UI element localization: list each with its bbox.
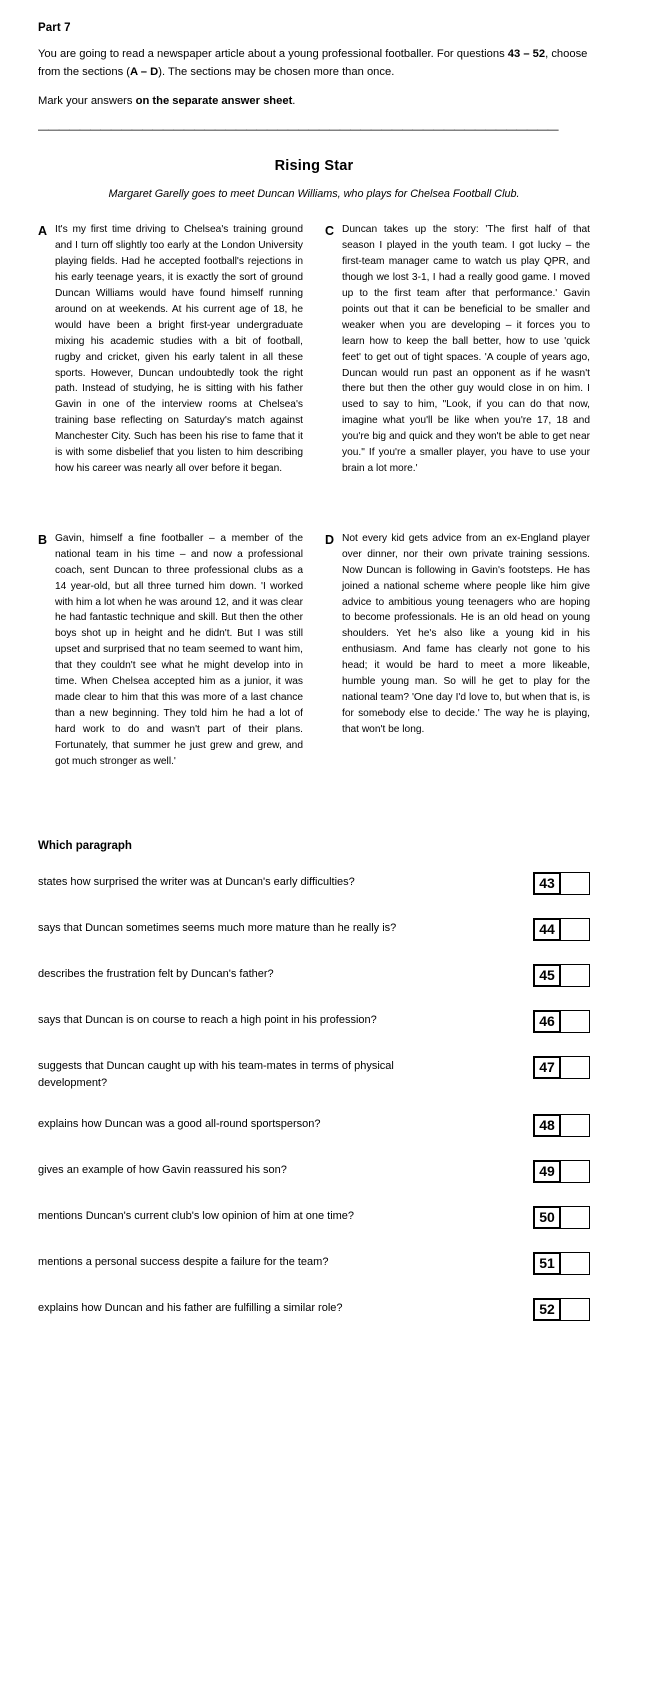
section-d	[325, 531, 590, 738]
question-row	[38, 918, 590, 942]
answer-box[interactable]	[561, 1206, 590, 1229]
question-number: 44	[533, 918, 561, 941]
question-row	[38, 1206, 590, 1230]
question-answer-group	[533, 964, 590, 987]
question-row	[38, 1114, 590, 1138]
mark-answers-lead: Mark your answers	[38, 95, 136, 108]
part-header	[38, 22, 590, 110]
section-letter-d: D	[325, 532, 335, 547]
question-text: suggests that Duncan caught up with his team-mates in terms of physical development?	[38, 1059, 394, 1089]
instruction-text-mid: , choose from the sections (	[38, 48, 588, 79]
section-c	[325, 222, 590, 477]
question-answer-group	[533, 1160, 590, 1183]
questions-heading: Which paragraph	[38, 839, 132, 852]
instruction-text-lead: You are going to read a newspaper article about a young professional footballer. For questions	[38, 48, 508, 60]
question-text: states how surprised the writer was at Duncan's early difficulties?	[38, 875, 355, 888]
question-answer-group	[533, 918, 590, 941]
question-text: explains how Duncan was a good all-round sportsperson?	[38, 1117, 321, 1130]
article-subtitle: Margaret Garelly goes to meet Duncan Williams, who plays for Chelsea Football Club.	[108, 188, 520, 201]
section-text-a: It's my first time driving to Chelsea's training ground and I turn off slightly too early at the London University playing fields. Had he accepted football's rejections in his early teenage years, it is exactly the sort of ground Duncan Williams would have found himself running around on at weekends. At his current age of 18, he would have been a bright first-year undergraduate mixing his academic studies with a bit of football, rugby and cricket, given his early talent in all these sports. However, Duncan undoubtedly took the right path. Instead of studying, he is sitting with his father Gavin in one of the interview rooms at Chelsea's training base reflecting on Saturday's match against Manchester City. Such has been his rise to fame that it is with some disbelief that you listen to him describing how his career was nearly all over before it began.	[55, 224, 303, 475]
answer-box[interactable]	[561, 1010, 590, 1033]
question-number: 51	[533, 1252, 561, 1275]
question-number: 45	[533, 964, 561, 987]
question-row	[38, 1252, 590, 1276]
article-title: Rising Star	[274, 158, 354, 175]
column-spacer-right	[325, 505, 590, 531]
section-column-left	[38, 222, 303, 797]
question-text: gives an example of how Gavin reassured his son?	[38, 1163, 287, 1176]
question-number: 49	[533, 1160, 561, 1183]
question-text: says that Duncan sometimes seems much more mature than he really is?	[38, 921, 397, 934]
instruction-paragraph-1	[38, 45, 590, 81]
answer-box[interactable]	[561, 964, 590, 987]
section-a	[38, 222, 303, 477]
question-text: describes the frustration felt by Duncan's father?	[38, 967, 274, 980]
section-column-right	[325, 222, 590, 797]
question-text: mentions Duncan's current club's low opinion of him at one time?	[38, 1209, 355, 1222]
page-title: Part 7	[38, 22, 71, 34]
section-divider: ——————————————————————————————————————————————————	[38, 124, 559, 137]
section-b	[38, 531, 303, 770]
question-answer-group	[533, 1114, 590, 1137]
question-answer-group	[533, 872, 590, 895]
question-answer-group	[533, 1252, 590, 1275]
question-range: 43 – 52	[507, 48, 546, 60]
question-answer-group	[533, 1206, 590, 1229]
answer-box[interactable]	[561, 1056, 590, 1079]
answer-box[interactable]	[561, 918, 590, 941]
section-text-b: Gavin, himself a fine footballer – a member of the national team in his time – and now a professional coach, sent Duncan to three professional clubs as a 14 year-old, but all three turned him down. 'I worked with him a lot when he was around 12, and it was clear he had fantastic technique and skill. But then the other boys shot up in height and he didn't. But I was still upset and surprised that no team seemed to want him, that they couldn't see what he might develop into in time. When Chelsea accepted him as a junior, it was made clear to him that this was more of a last chance than a new beginning. They told him he had a lot of hard work to do and wasn't part of their plans. Fortunately, that summer he just grew and grew, and got much stronger as well.'	[55, 532, 303, 767]
question-number: 46	[533, 1010, 561, 1033]
answer-box[interactable]	[561, 1160, 590, 1183]
question-number: 50	[533, 1206, 561, 1229]
questions-section	[38, 840, 590, 1322]
question-row	[38, 964, 590, 988]
question-text: says that Duncan is on course to reach a high point in his profession?	[38, 1013, 377, 1026]
question-number: 43	[533, 872, 561, 895]
answer-box[interactable]	[561, 1252, 590, 1275]
question-answer-group	[533, 1010, 590, 1033]
answer-box[interactable]	[561, 1114, 590, 1137]
mark-answers-tail: .	[292, 95, 296, 108]
section-letter-a: A	[38, 224, 48, 239]
section-letter-c: C	[325, 224, 335, 239]
section-range: A – D	[130, 66, 159, 79]
question-answer-group	[533, 1298, 590, 1321]
question-row	[38, 1298, 590, 1322]
answer-box[interactable]	[561, 1298, 590, 1321]
question-row	[38, 872, 590, 896]
question-row	[38, 1010, 590, 1034]
question-number: 52	[533, 1298, 561, 1321]
section-text-c: Duncan takes up the story: 'The first half of that season I played in the youth team. I got lucky – the first-team manager came to watch us play QPR, and though we lost 3-1, I had a really good game. I moved up to the first team after that performance.' Gavin points out that it can be beneficial to be smaller and weaker when you are developing – it forces you to learn how to keep the ball better, how to use 'quick feet' to get out of tight spaces. 'A couple of years ago, Duncan would run past an opponent as if he wasn't there but then the other guy would close in on him. I used to say to him, "Look, if you can do that now, imagine what you'll be like when you're 17, 18 and you're big and quick and they won't be able to get near you." If you're a smaller player, you have to use your brain a lot more.'	[342, 224, 590, 475]
instruction-paragraph-2	[38, 92, 590, 110]
article-sections	[38, 222, 590, 797]
section-text-d: Not every kid gets advice from an ex-England player over dinner, nor their own private training sessions. Now Duncan is following in Gavin's footsteps. He has joined a national scheme where people like him give advice to ambitious young teenagers who are hoping to become professionals. He is an old head on young shoulders. Yet he's also like a young kid in his enthusiasm. And fame has clearly not gone to his head; it would be hard to meet a more likeable, humble young man. So will he get to play for the national team? 'One day I'd love to, but when that is, is for somebody else to decide.' The way he is playing, that won't be long.	[342, 532, 590, 735]
question-row	[38, 1160, 590, 1184]
instruction-text-tail: ). The sections may be chosen more than once.	[158, 66, 395, 79]
answer-sheet-emphasis: on the separate answer sheet	[135, 95, 293, 108]
question-row	[38, 1056, 590, 1092]
question-number: 47	[533, 1056, 561, 1079]
column-spacer-left	[38, 505, 303, 531]
question-number: 48	[533, 1114, 561, 1137]
question-text: mentions a personal success despite a failure for the team?	[38, 1255, 329, 1268]
section-letter-b: B	[38, 532, 48, 547]
question-text: explains how Duncan and his father are fulfilling a similar role?	[38, 1301, 343, 1314]
question-answer-group	[533, 1056, 590, 1079]
answer-box[interactable]	[561, 872, 590, 895]
